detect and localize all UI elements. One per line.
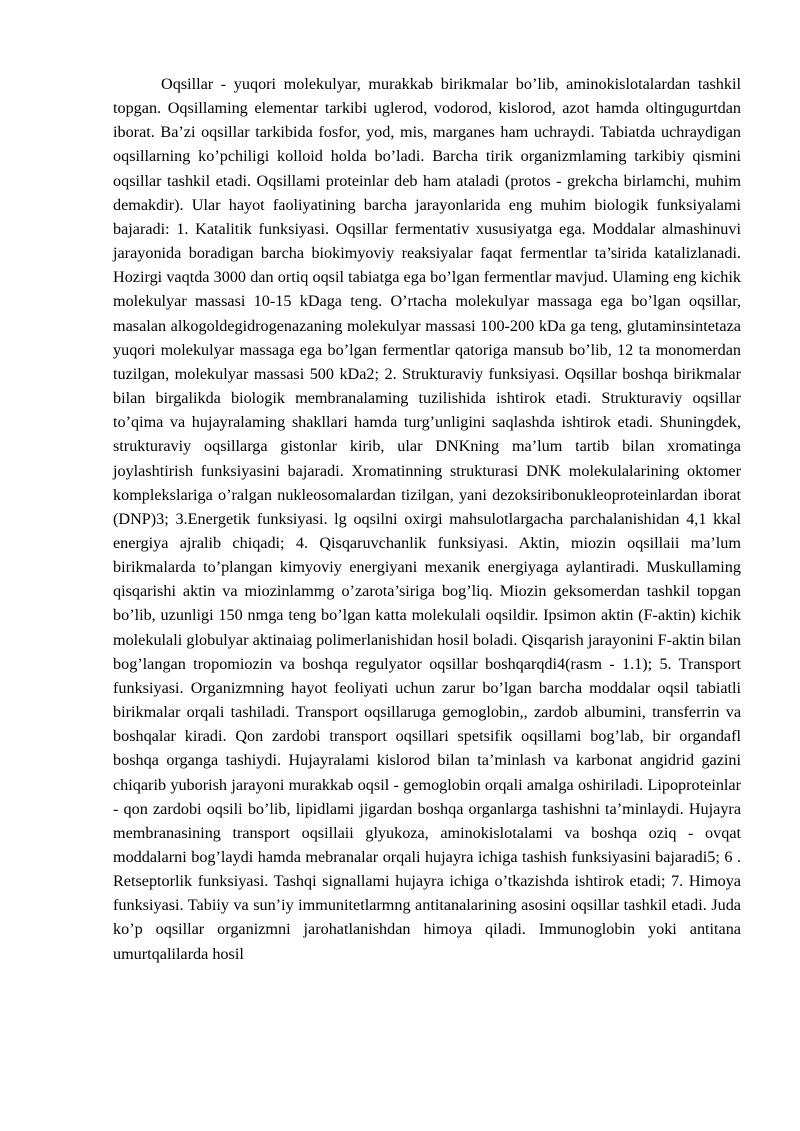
document-page bbox=[113, 72, 741, 966]
body-paragraph: Oqsillar - yuqori molekulyar, murakkab birikmalar bo’lib, aminokislotalardan tashkil topgan. Oqsillaming elementar tarkibi uglerod, vodorod, kislorod, azot hamda oltingugurtdan iborat. Ba’zi oqsillar tarkibida fosfor, yod, mis, marganes ham uchraydi. Tabiatda uchraydigan oqsillarning ko’pchiligi kolloid holda bo’ladi. Barcha tirik organizmlaming tarkibiy qismini oqsillar tashkil etadi. Oqsillami proteinlar deb ham ataladi (protos - grekcha birlamchi, muhim demakdir). Ular hayot faoliyatining barcha jarayonlarida eng muhim biologik funksiyalami bajaradi: 1. Katalitik funksiyasi. Oqsillar fermentativ xususiyatga ega. Moddalar almashinuvi jarayonida boradigan barcha biokimyoviy reaksiyalar faqat fermentlar ta’sirida katalizlanadi. Hozirgi vaqtda 3000 dan ortiq oqsil tabiatga ega bo’lgan fermentlar mavjud. Ulaming eng kichik molekulyar massasi 10-15 kDaga teng. O’rtacha molekulyar massaga ega bo’lgan oqsillar, masalan alkogoldegidrogenazaning molekulyar massasi 100-200 kDa ga teng, glutaminsintetaza yuqori molekulyar massaga ega bo’lgan fermentlar qatoriga mansub bo’lib, 12 ta monomerdan tuzilgan, molekulyar massasi 500 kDa2; 2. Strukturaviy funksiyasi. Oqsillar boshqa birikmalar bilan birgalikda biologik membranalaming tuzilishida ishtirok etadi. Strukturaviy oqsillar to’qima va hujayralaming shakllari hamda turg’unligini saqlashda ishtirok etadi. Shuningdek, strukturaviy oqsillarga gistonlar kirib, ular DNKning ma’lum tartib bilan xromatinga joylashtirish funksiyasini bajaradi. Xromatinning strukturasi DNK molekulalarining oktomer komplekslariga o’ralgan nukleosomalardan tizilgan, yani dezoksiribonukleoproteinlardan iborat (DNP)3; 3.Energetik funksiyasi. lg oqsilni oxirgi mahsulotlargacha parchalanishidan 4,1 kkal energiya ajralib chiqadi; 4. Qisqaruvchanlik funksiyasi. Aktin, miozin oqsillaii ma’lum birikmalarda to’plangan kimyoviy energiyani mexanik energiyaga aylantiradi. Muskullaming qisqarishi aktin va miozinlammg o’zarota’siriga bog’liq. Miozin geksomerdan tashkil topgan bo’lib, uzunligi 150 nmga teng bo’lgan katta molekulali oqsildir. Ipsimon aktin (F-aktin) kichik molekulali globulyar aktinaiag polimerlanishidan hosil boladi. Qisqarish jarayonini F-aktin bilan bog’langan tropomiozin va boshqa regulyator oqsillar boshqarqdi4(rasm - 1.1); 5. Transport funksiyasi. Organizmning hayot feoliyati uchun zarur bo’lgan barcha moddalar oqsil tabiatli birikmalar orqali tashiladi. Transport oqsillaruga gemoglobin,, zardob albumini, transferrin va boshqalar kiradi. Qon zardobi transport oqsillari spetsifik oqsillami bog’lab, bir organdafl boshqa organga tashiydi. Hujayralami kislorod bilan ta’minlash va karbonat angidrid gazini chiqarib yuborish jarayoni murakkab oqsil - gemoglobin orqali amalga oshiriladi. Lipoproteinlar - qon zardobi oqsili bo’lib, lipidlami jigardan boshqa organlarga tashishni ta’minlaydi. Hujayra membranasining transport oqsillaii glyukoza, aminokislotalami va boshqa oziq - ovqat moddalarni bog’laydi hamda mebranalar orqali hujayra ichiga tashish funksiyasini bajaradi5; 6 . Retseptorlik funksiyasi. Tashqi signallami hujayra ichiga o’tkazishda ishtirok etadi; 7. Himoya funksiyasi. Tabiiy va sun’iy immunitetlarmng antitanalarining asosini oqsillar tashkil etadi. Juda ko’p oqsillar organizmni jarohatlanishdan himoya qiladi. Immunoglobin yoki antitana umurtqalilarda hosil bbox=[113, 75, 741, 963]
